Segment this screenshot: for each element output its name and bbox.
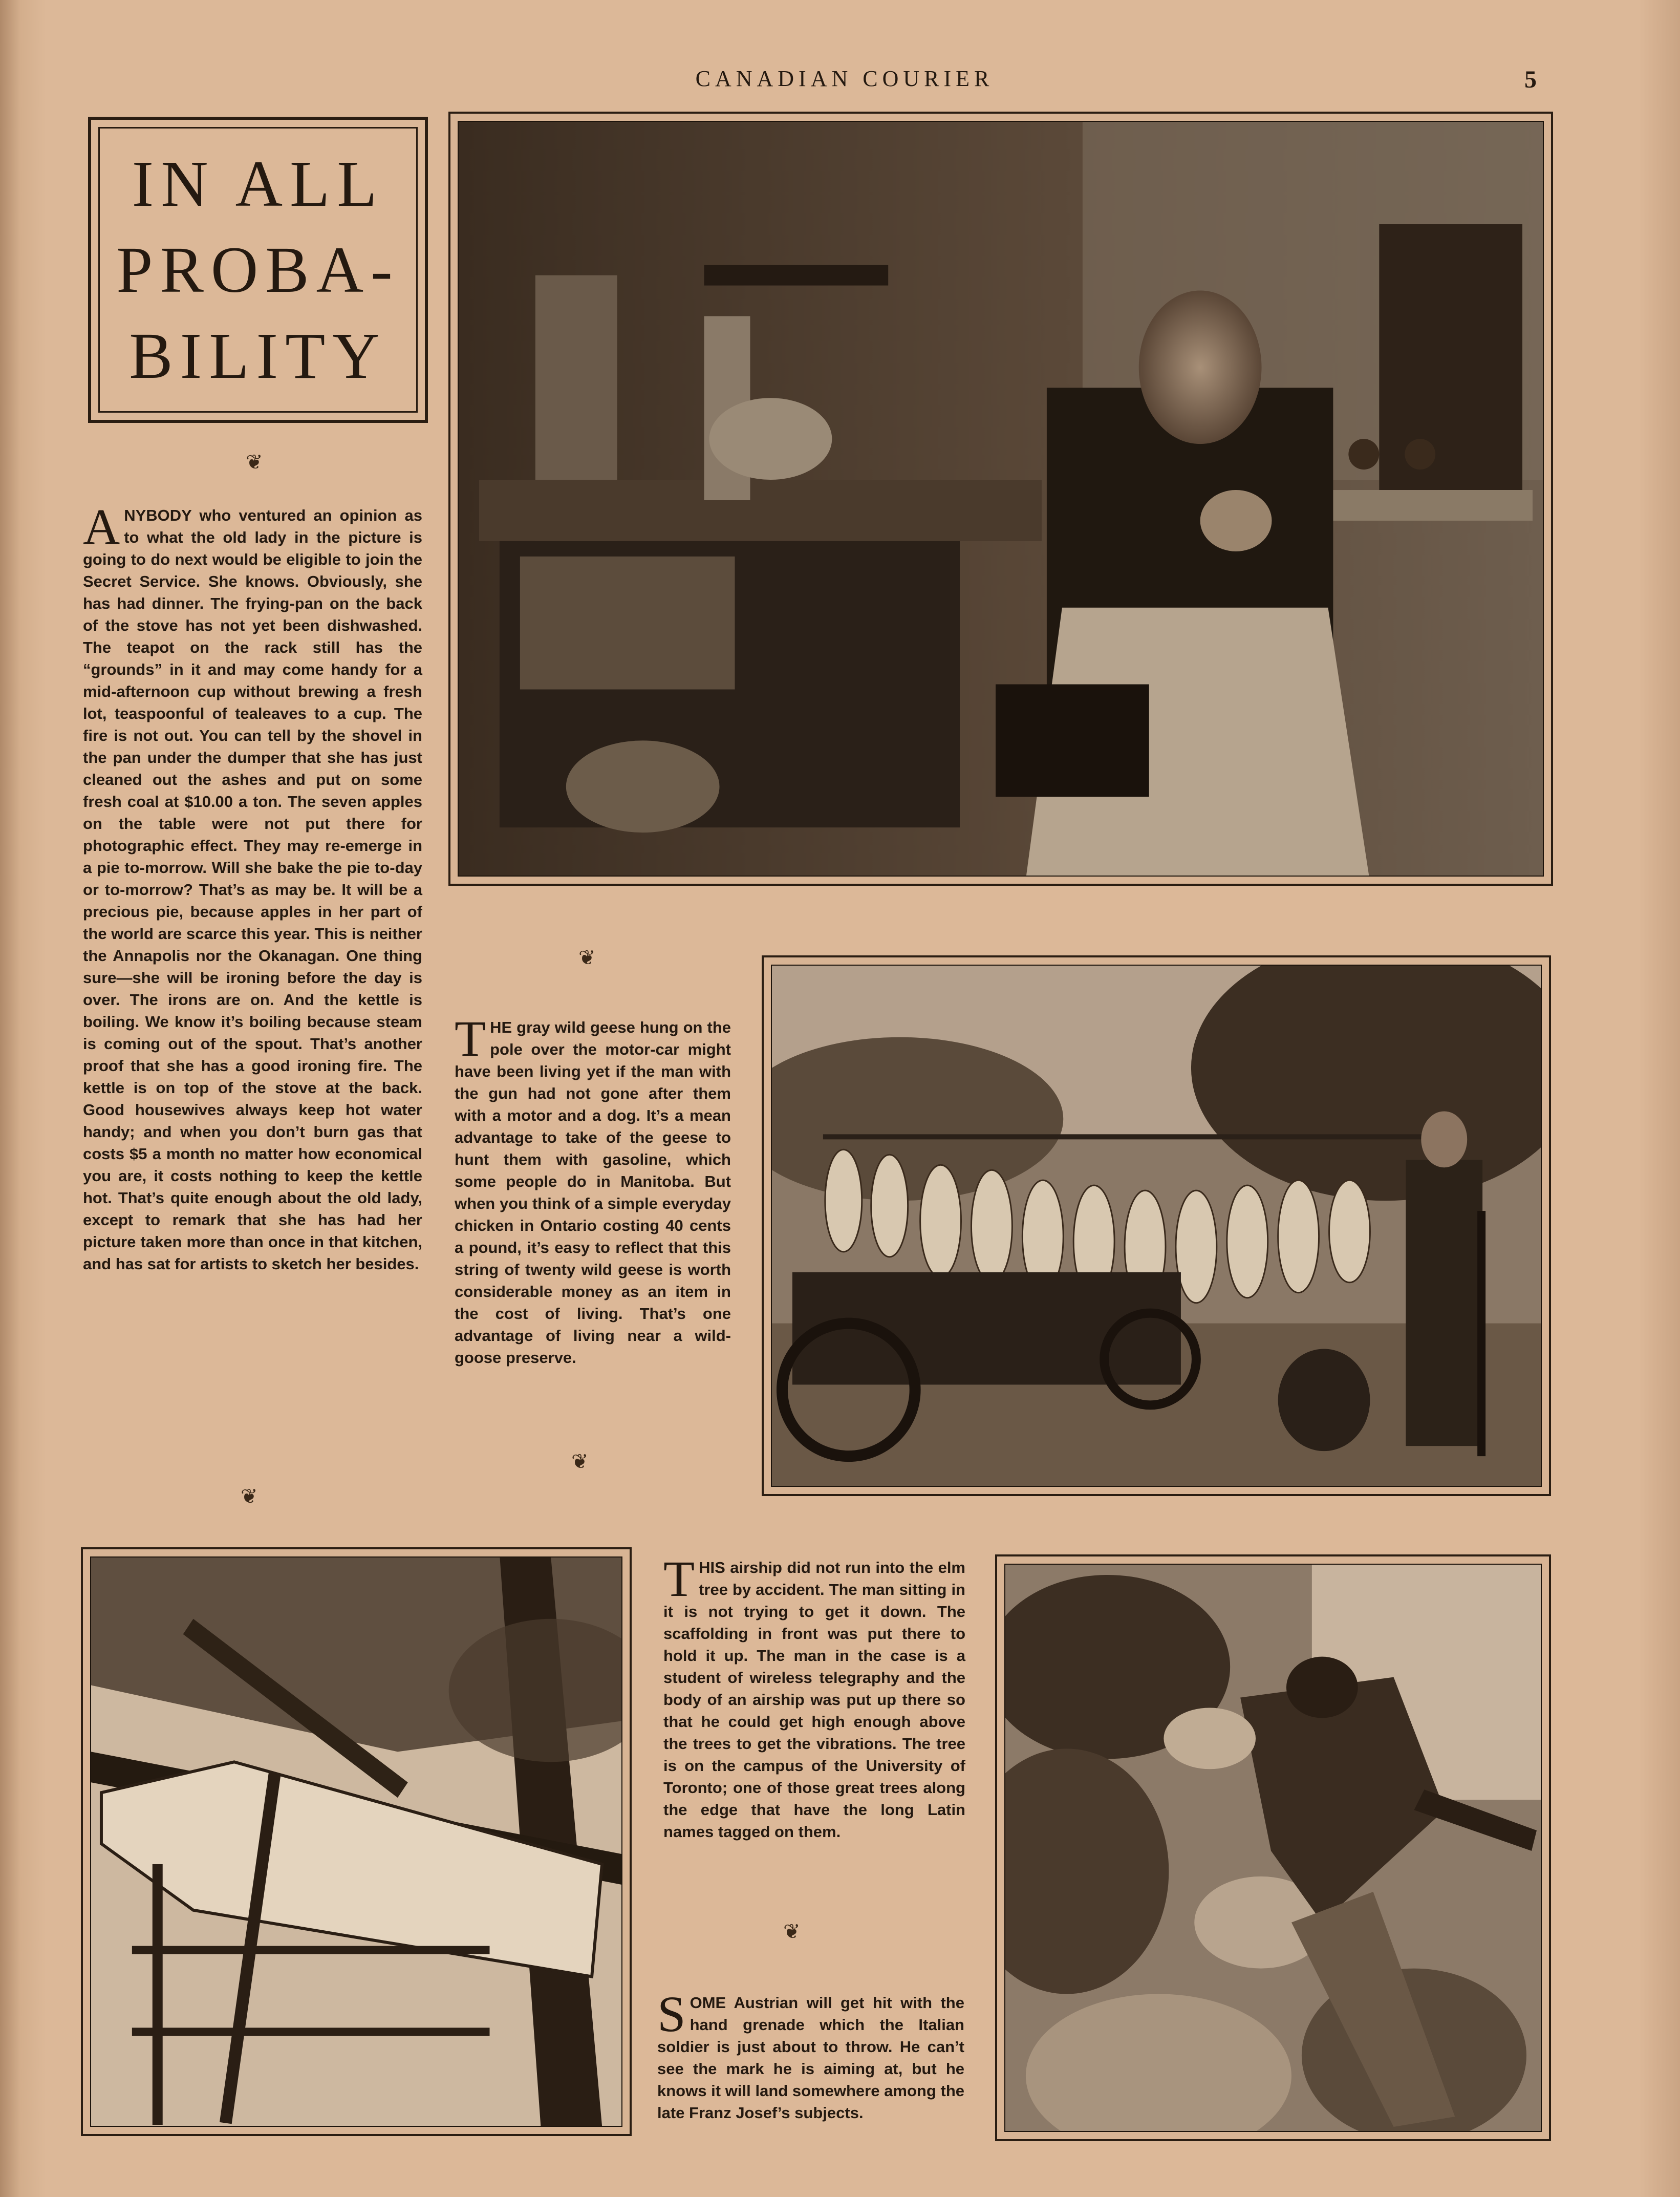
article-italian-soldier: [657, 1986, 964, 2124]
kitchen-photo-image: [458, 121, 1544, 877]
article-old-lady: [83, 498, 422, 1275]
running-head: CANADIAN COURIER: [695, 66, 994, 91]
dropcap: S: [657, 1986, 686, 2042]
title-line-3: BILITY: [129, 319, 387, 392]
ornament-fleuron: ❦: [241, 1485, 258, 1508]
ornament-fleuron: ❦: [571, 1450, 589, 1474]
article-text: OME Austrian will get hit with the hand grenade which the Italian soldier is just about to throw. He can’t see the mark he is aiming at, but he knows it will land somewhere among the late Franz Josef’s subjects.: [657, 1994, 964, 2122]
article-text: NYBODY who ventured an opinion as to what the old lady in the picture is going to do next would be eligible to join the Secret Service. She knows. Obviously, she has had dinner. The frying-pan on the back of the stove has not yet been dishwashed. The teapot on the rack still has the “grounds” in it and may come handy for a mid-afternoon cup without brewing a fresh lot, teaspoonful of tealeaves to a cup. The fire is not out. You can tell by the shovel in the pan under the dumper that she has just cleaned out the ashes and put on some fresh coal at $10.00 a ton. The seven apples on the table were not put there for photographic effect. They may re-emerge in a pie to-morrow. Will she bake the pie to-day or to-morrow? That’s as may be. It will be a precious pie, because apples in her part of the world are scarce this year. This is neither the Annapolis nor the Okanagan. One thing sure—she will be ironing before the day is over. The irons are on. And the kettle is boiling. We know it’s boiling because steam is coming out of the spout. That’s another proof that she has a good ironing fire. The kettle is on top of the stove at the back. Good housewives always keep hot water handy; and when you don’t burn gas that costs $5 a month no matter how economical you are, it costs nothing to keep the kettle hot. That’s quite enough about the old lady, except to remark that she has had her picture taken more than once in that kitchen, and has sat for artists to sketch her besides.: [83, 506, 422, 1273]
article-text: HIS airship did not run into the elm tree by accident. The man sitting in it is not trying to get it down. The scaffolding in front was put there to hold it up. The man in the case is a student of wireless telegraphy and the body of an airship was put up there so that he could get high enough above the trees to get the vibrations. The tree is on the campus of the University of Toronto; one of those great trees along the edge that have the long Latin names tagged on them.: [663, 1559, 965, 1841]
photo-wild-geese-motorcar: [762, 955, 1551, 1496]
ornament-fleuron: ❦: [246, 451, 263, 474]
article-text: HE gray wild geese hung on the pole over the motor-car might have been living yet if the man with the gun had not gone after them with a motor and a dog. It’s a mean advantage to take of the geese to hunt them with gasoline, which some people do in Manitoba. But when you think of a simple everyday chicken in Ontario costing 40 cents a pound, it’s easy to reflect that this string of twenty wild geese is worth considerable money as an item in the cost of living. That’s one advantage of living near a wild-goose preserve.: [455, 1018, 731, 1367]
dropcap: T: [455, 1010, 486, 1067]
title-line-1: IN ALL: [132, 147, 384, 220]
airship-photo-image: [90, 1556, 622, 2127]
page-number: 5: [1524, 66, 1537, 93]
article-airship: [663, 1550, 965, 1843]
photo-italian-soldier: [995, 1554, 1551, 2141]
title-box: [88, 117, 428, 423]
geese-photo-image: [771, 965, 1542, 1487]
title-inner-frame: [98, 127, 418, 413]
title-line-2: PROBA-: [116, 233, 400, 306]
dropcap: A: [83, 498, 120, 555]
ornament-fleuron: ❦: [783, 1920, 801, 1944]
article-wild-geese: [455, 1010, 731, 1369]
dropcap: T: [663, 1550, 695, 1607]
photo-airship-elm-tree: [81, 1547, 632, 2136]
ornament-fleuron: ❦: [578, 946, 596, 970]
soldier-photo-image: [1004, 1564, 1542, 2132]
photo-old-lady-kitchen: [448, 112, 1553, 886]
